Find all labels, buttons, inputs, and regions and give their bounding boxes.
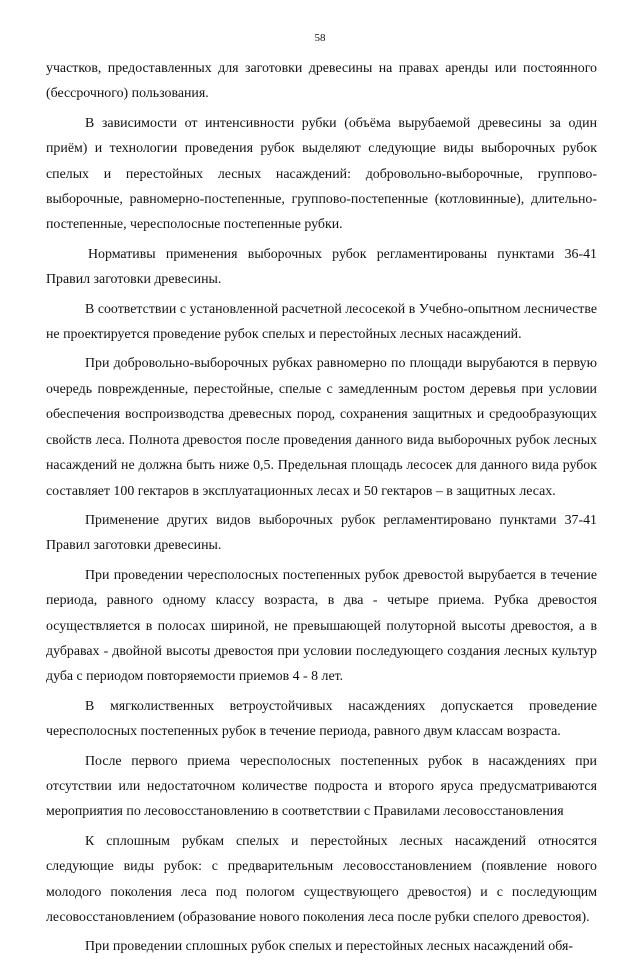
- page-number: 58: [314, 32, 326, 44]
- paragraph-clear-felling-types: К сплошным рубкам спелых и перестойных лесных насаждений относятся следующие виды рубок: с предварительным лесовосстановлением (появление нового молодого поколения леса под пологом существующего древостоя) и с последующим лесовосстановлением (образование нового поколения леса после рубки спелого древостоя).: [46, 833, 597, 925]
- paragraph-selective-felling-norms: Нормативы применения выборочных рубок регламентированы пунктами 36-41 Правил заготовки древесины.: [46, 246, 597, 288]
- paragraph-strip-felling: При проведении чересполосных постепенных рубок древостой вырубается в течение периода, равного одному классу возраста, в два - четыре приема. Рубка древостоя осуществляется в полосах шириной, не превышающей полуторной высоты древостоя, а в дубравах - двойной высоты древостоя при условии последующего создания лесных культур дуба с периодом повторяемости приемов 4 - 8 лет.: [46, 567, 597, 685]
- paragraph-softwood-stands: В мягколиственных ветроустойчивых насаждениях допускается проведение чересполосных постепенных рубок в течение периода, равного двум классам возраста.: [46, 698, 597, 740]
- paragraph-clear-felling-obligations: При проведении сплошных рубок спелых и перестойных лесных насаждений обя-: [85, 939, 573, 955]
- paragraph-educational-forestry: В соответствии с установленной расчетной лесосекой в Учебно-опытном лесничестве не проектируется проведение рубок спелых и перестойных лесных насаждений.: [46, 301, 597, 343]
- text-body: [46, 56, 597, 964]
- paragraph-other-selective-felling: Применение других видов выборочных рубок регламентировано пунктами 37-41 Правил заготовки древесины.: [46, 512, 597, 554]
- paragraph-selective-felling-types: В зависимости от интенсивности рубки (объёма вырубаемой древесины за один приём) и технологии проведения рубок выделяют следующие виды выборочных рубок спелых и перестойных лесных насаждений: добровольно-выборочные, группово-выборочные, равномерно-постепенные, группово-постепенные (котловинные), длительно-постепенные, чересполосные постепенные рубки.: [46, 115, 597, 233]
- paragraph-voluntary-selective-felling: При добровольно-выборочных рубках равномерно по площади вырубаются в первую очередь поврежденные, перестойные, спелые с замедленным ростом деревья при условии обеспечения воспроизводства древесных пород, сохранения защитных и средообразующих свойств леса. Полнота древостоя после проведения данного вида выборочных рубок лесных насаждений не должна быть ниже 0,5. Предельная площадь лесосек для данного вида рубок составляет 100 гектаров в эксплуатационных лесах и 50 гектаров – в защитных лесах.: [46, 356, 597, 499]
- paragraph-reforestation-measures: После первого приема чересполосных постепенных рубок в насаждениях при отсутствии или недостаточном количестве подроста и второго яруса предусматриваются мероприятия по лесовосстановлению в соответствии с Правилами лесовосстановления: [46, 753, 597, 820]
- paragraph-continuation: участков, предоставленных для заготовки древесины на правах аренды или постоянного (бессрочного) пользования.: [46, 61, 597, 102]
